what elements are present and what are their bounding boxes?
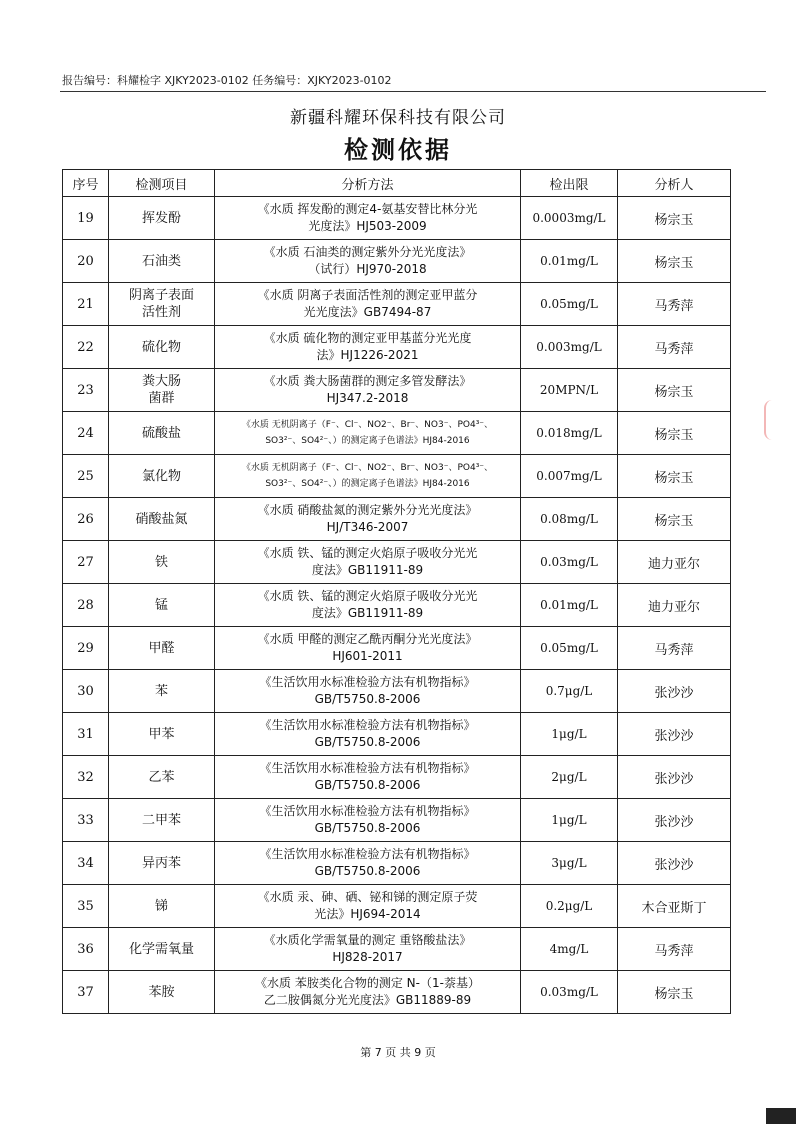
cell-item xyxy=(109,842,215,885)
cell-limit: 1μg/L xyxy=(521,799,618,842)
cell-no: 25 xyxy=(63,455,109,498)
cell-method xyxy=(215,713,521,756)
cell-line: 《水质 铁、锰的测定火焰原子吸收分光光 xyxy=(257,546,478,560)
column-header-limit: 检出限 xyxy=(521,170,618,197)
cell-item xyxy=(109,928,215,971)
cell-line: （试行）HJ970-2018 xyxy=(308,262,427,276)
cell-line: GB/T5750.8-2006 xyxy=(314,692,421,706)
table-row xyxy=(63,498,731,541)
cell-item xyxy=(109,283,215,326)
cell-item xyxy=(109,885,215,928)
cell-line: 铁 xyxy=(154,554,168,570)
cell-line: 阴离子表面 xyxy=(128,288,194,303)
cell-method xyxy=(215,971,521,1014)
table-row xyxy=(63,799,731,842)
table-row xyxy=(63,369,731,412)
cell-line: 苯 xyxy=(154,683,168,699)
cell-line: 活性剂 xyxy=(141,305,181,320)
cell-line: SO3²⁻、SO4²⁻、）的测定离子色谱法》HJ84-2016 xyxy=(265,436,470,446)
cell-line: 《生活饮用水标准检验方法有机物指标》 xyxy=(259,847,476,861)
cell-line: 锰 xyxy=(154,597,168,613)
cell-line: 《水质 苯胺类化合物的测定 N-（1-萘基） xyxy=(255,976,480,990)
cell-limit: 0.003mg/L xyxy=(521,326,618,369)
cell-item xyxy=(109,240,215,283)
cell-analyst: 马秀萍 xyxy=(618,326,731,369)
company-name: 新疆科耀环保科技有限公司 xyxy=(290,108,506,128)
table-row xyxy=(63,326,731,369)
cell-line: 度法》GB11911-89 xyxy=(311,606,424,620)
cell-limit: 0.0003mg/L xyxy=(521,197,618,240)
table-header-row xyxy=(63,170,731,197)
cell-no: 29 xyxy=(63,627,109,670)
page-number: 第 7 页 共 9 页 xyxy=(360,1046,436,1059)
cell-method xyxy=(215,455,521,498)
cell-limit: 0.01mg/L xyxy=(521,584,618,627)
cell-line: HJ828-2017 xyxy=(332,950,403,964)
cell-no: 23 xyxy=(63,369,109,412)
cell-line: 《水质 阴离子表面活性剂的测定亚甲蓝分 xyxy=(257,288,478,302)
table-body xyxy=(63,197,731,1014)
cell-analyst: 杨宗玉 xyxy=(618,971,731,1014)
cell-line: 光度法》HJ503-2009 xyxy=(308,219,427,233)
cell-analyst: 马秀萍 xyxy=(618,928,731,971)
column-header-no: 序号 xyxy=(63,170,109,197)
cell-method xyxy=(215,584,521,627)
cell-limit: 0.01mg/L xyxy=(521,240,618,283)
cell-no: 30 xyxy=(63,670,109,713)
cell-line: 氯化物 xyxy=(141,468,181,484)
cell-method xyxy=(215,928,521,971)
cell-no: 35 xyxy=(63,885,109,928)
table-row xyxy=(63,756,731,799)
cell-line: HJ601-2011 xyxy=(332,649,403,663)
cell-item xyxy=(109,541,215,584)
cell-limit: 1μg/L xyxy=(521,713,618,756)
cell-item xyxy=(109,412,215,455)
cell-line: 法》HJ1226-2021 xyxy=(316,348,419,362)
cell-line: 异丙苯 xyxy=(141,855,181,871)
cell-limit: 4mg/L xyxy=(521,928,618,971)
cell-no: 20 xyxy=(63,240,109,283)
cell-analyst: 马秀萍 xyxy=(618,283,731,326)
page-title: 检测依据 xyxy=(344,136,452,164)
cell-analyst: 杨宗玉 xyxy=(618,455,731,498)
cell-line: 乙二胺偶氮分光光度法》GB11889-89 xyxy=(263,993,472,1007)
cell-limit: 0.03mg/L xyxy=(521,971,618,1014)
cell-line: HJ347.2-2018 xyxy=(326,391,409,405)
cell-analyst: 马秀萍 xyxy=(618,627,731,670)
cell-no: 34 xyxy=(63,842,109,885)
table-row xyxy=(63,928,731,971)
cell-item xyxy=(109,799,215,842)
table-row xyxy=(63,584,731,627)
cell-line: GB/T5750.8-2006 xyxy=(314,864,421,878)
cell-item xyxy=(109,498,215,541)
column-header-method: 分析方法 xyxy=(215,170,521,197)
cell-line: 石油类 xyxy=(141,253,181,269)
cell-method xyxy=(215,240,521,283)
cell-analyst: 杨宗玉 xyxy=(618,197,731,240)
cell-item xyxy=(109,369,215,412)
cell-method xyxy=(215,842,521,885)
table-row xyxy=(63,713,731,756)
cell-line: 挥发酚 xyxy=(141,210,181,226)
column-header-analyst: 分析人 xyxy=(618,170,731,197)
cell-line: 硫化物 xyxy=(141,339,181,355)
cell-line: GB/T5750.8-2006 xyxy=(314,735,421,749)
table-row xyxy=(63,670,731,713)
cell-method xyxy=(215,283,521,326)
cell-limit: 0.018mg/L xyxy=(521,412,618,455)
cell-line: 《水质 硫化物的测定亚甲基蓝分光光度 xyxy=(263,331,472,345)
cell-analyst: 张沙沙 xyxy=(618,842,731,885)
cell-method xyxy=(215,412,521,455)
cell-no: 21 xyxy=(63,283,109,326)
cell-limit: 0.05mg/L xyxy=(521,283,618,326)
stamp-edge-mark xyxy=(764,400,780,440)
cell-method xyxy=(215,326,521,369)
cell-line: 《水质 粪大肠菌群的测定多管发酵法》 xyxy=(263,374,472,388)
table-row xyxy=(63,197,731,240)
table-row xyxy=(63,971,731,1014)
cell-analyst: 迪力亚尔 xyxy=(618,541,731,584)
cell-line: GB/T5750.8-2006 xyxy=(314,821,421,835)
cell-line: 《水质 汞、砷、硒、铋和锑的测定原子荧 xyxy=(257,890,478,904)
cell-analyst: 张沙沙 xyxy=(618,713,731,756)
cell-analyst: 木合亚斯丁 xyxy=(618,885,731,928)
cell-analyst: 杨宗玉 xyxy=(618,369,731,412)
cell-line: 《生活饮用水标准检验方法有机物指标》 xyxy=(259,718,476,732)
cell-line: 《水质 硝酸盐氮的测定紫外分光光度法》 xyxy=(257,503,478,517)
cell-line: 锑 xyxy=(154,898,168,914)
cell-method xyxy=(215,627,521,670)
cell-line: 苯胺 xyxy=(148,984,175,1000)
table-row xyxy=(63,885,731,928)
cell-line: 甲苯 xyxy=(148,726,175,742)
cell-item xyxy=(109,713,215,756)
cell-method xyxy=(215,197,521,240)
cell-no: 33 xyxy=(63,799,109,842)
cell-method xyxy=(215,369,521,412)
cell-line: 《生活饮用水标准检验方法有机物指标》 xyxy=(259,675,476,689)
cell-no: 19 xyxy=(63,197,109,240)
cell-method xyxy=(215,756,521,799)
table-row xyxy=(63,283,731,326)
cell-line: 甲醛 xyxy=(148,640,175,656)
cell-method xyxy=(215,670,521,713)
cell-item xyxy=(109,670,215,713)
cell-item xyxy=(109,197,215,240)
header-divider xyxy=(60,91,766,92)
cell-analyst: 杨宗玉 xyxy=(618,412,731,455)
report-number-line: 报告编号：科耀检字 XJKY2023-0102 任务编号：XJKY2023-0102 xyxy=(62,74,392,87)
corner-mark xyxy=(766,1108,796,1124)
table-row xyxy=(63,541,731,584)
cell-method xyxy=(215,541,521,584)
cell-item xyxy=(109,971,215,1014)
cell-line: 乙苯 xyxy=(148,769,175,785)
cell-line: 《水质 无机阴离子（F⁻、Cl⁻、NO2⁻、Br⁻、NO3⁻、PO4³⁻、 xyxy=(241,463,494,473)
cell-limit: 20MPN/L xyxy=(521,369,618,412)
cell-method xyxy=(215,885,521,928)
column-header-item: 检测项目 xyxy=(109,170,215,197)
cell-item xyxy=(109,455,215,498)
cell-line: 《水质 铁、锰的测定火焰原子吸收分光光 xyxy=(257,589,478,603)
cell-line: 《生活饮用水标准检验方法有机物指标》 xyxy=(259,761,476,775)
cell-line: 度法》GB11911-89 xyxy=(311,563,424,577)
cell-line: 《水质 石油类的测定紫外分光光度法》 xyxy=(263,245,472,259)
cell-line: 光法》HJ694-2014 xyxy=(314,907,421,921)
cell-analyst: 张沙沙 xyxy=(618,756,731,799)
cell-no: 27 xyxy=(63,541,109,584)
table-row xyxy=(63,240,731,283)
cell-limit: 0.05mg/L xyxy=(521,627,618,670)
cell-no: 31 xyxy=(63,713,109,756)
table-row xyxy=(63,455,731,498)
cell-limit: 0.007mg/L xyxy=(521,455,618,498)
cell-item xyxy=(109,584,215,627)
cell-limit: 3μg/L xyxy=(521,842,618,885)
cell-no: 24 xyxy=(63,412,109,455)
cell-no: 28 xyxy=(63,584,109,627)
cell-analyst: 张沙沙 xyxy=(618,670,731,713)
table-row xyxy=(63,412,731,455)
cell-item xyxy=(109,627,215,670)
cell-limit: 0.03mg/L xyxy=(521,541,618,584)
cell-item xyxy=(109,756,215,799)
cell-line: 粪大肠 xyxy=(141,374,181,389)
cell-line: 《水质 甲醛的测定乙酰丙酮分光光度法》 xyxy=(257,632,478,646)
cell-limit: 0.08mg/L xyxy=(521,498,618,541)
cell-line: SO3²⁻、SO4²⁻、）的测定离子色谱法》HJ84-2016 xyxy=(265,479,470,489)
cell-method xyxy=(215,498,521,541)
table-row xyxy=(63,842,731,885)
cell-line: 硫酸盐 xyxy=(141,425,181,441)
cell-line: 光光度法》GB7494-87 xyxy=(303,305,432,319)
cell-analyst: 杨宗玉 xyxy=(618,240,731,283)
cell-analyst: 杨宗玉 xyxy=(618,498,731,541)
cell-line: 《水质化学需氧量的测定 重铬酸盐法》 xyxy=(263,933,472,947)
cell-method xyxy=(215,799,521,842)
cell-limit: 0.7μg/L xyxy=(521,670,618,713)
cell-line: 《水质 无机阴离子（F⁻、Cl⁻、NO2⁻、Br⁻、NO3⁻、PO4³⁻、 xyxy=(241,420,494,430)
detection-basis-table xyxy=(62,169,731,1014)
cell-line: 化学需氧量 xyxy=(128,941,194,957)
cell-line: 二甲苯 xyxy=(141,812,181,828)
cell-limit: 2μg/L xyxy=(521,756,618,799)
cell-line: 硝酸盐氮 xyxy=(135,511,188,527)
cell-no: 32 xyxy=(63,756,109,799)
cell-no: 26 xyxy=(63,498,109,541)
cell-line: 《生活饮用水标准检验方法有机物指标》 xyxy=(259,804,476,818)
cell-line: GB/T5750.8-2006 xyxy=(314,778,421,792)
cell-line: 菌群 xyxy=(148,391,175,406)
cell-limit: 0.2μg/L xyxy=(521,885,618,928)
cell-line: HJ/T346-2007 xyxy=(326,520,409,534)
cell-no: 37 xyxy=(63,971,109,1014)
cell-no: 36 xyxy=(63,928,109,971)
cell-line: 《水质 挥发酚的测定4-氨基安替比林分光 xyxy=(257,202,478,216)
cell-no: 22 xyxy=(63,326,109,369)
cell-analyst: 张沙沙 xyxy=(618,799,731,842)
table-row xyxy=(63,627,731,670)
cell-item xyxy=(109,326,215,369)
cell-analyst: 迪力亚尔 xyxy=(618,584,731,627)
